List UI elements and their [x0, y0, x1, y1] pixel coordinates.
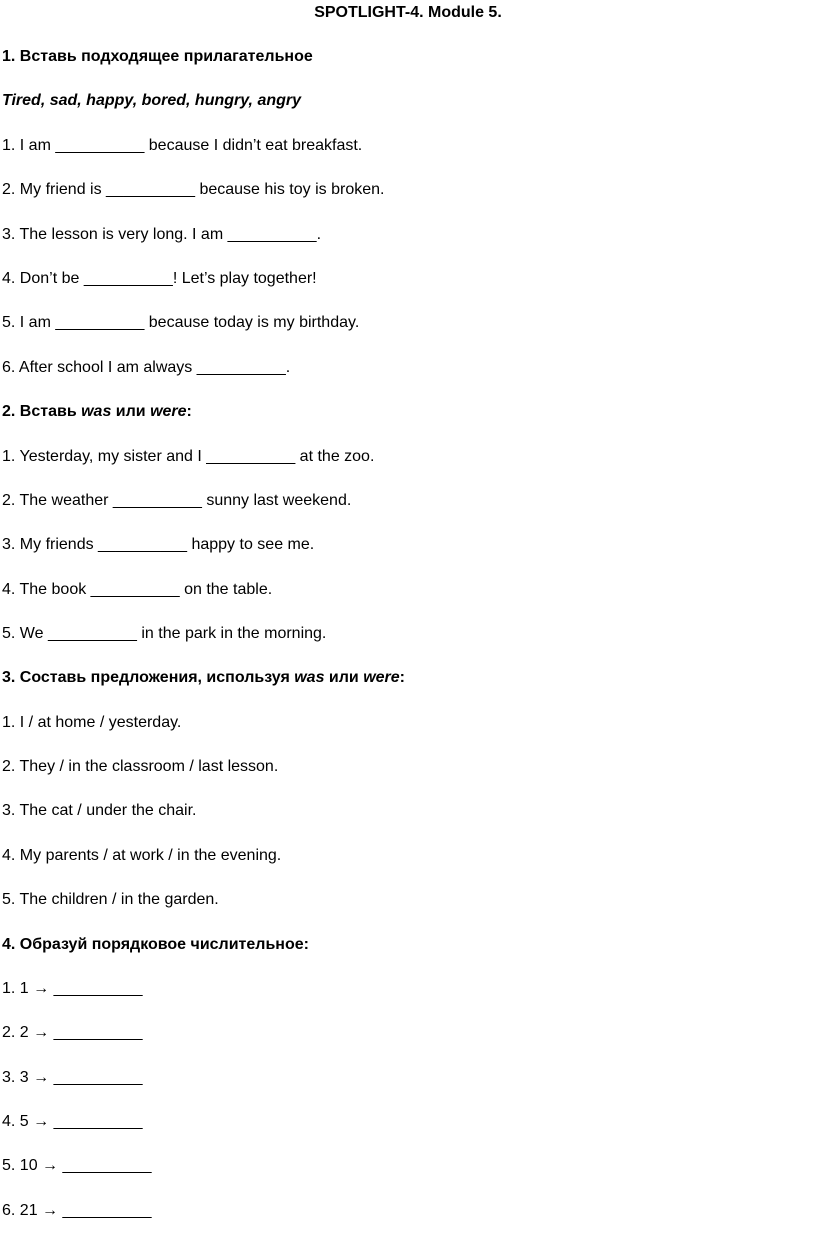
section4-heading: 4. Образуй порядковое числительное:	[2, 936, 309, 953]
section1-item-2: 2. My friend is __________ because his toy is broken.	[2, 181, 385, 198]
section1-item-4: 4. Don’t be __________! Let’s play together!	[2, 270, 317, 287]
section2-item-3: 3. My friends __________ happy to see me.	[2, 536, 315, 553]
section3-heading-pre: 3. Составь предложения, используя	[2, 669, 295, 686]
section1-item-1: 1. I am __________ because I didn’t eat breakfast.	[2, 137, 363, 154]
section4-item-4: 4. 5 → __________	[2, 1113, 143, 1130]
section1-item-3: 3. The lesson is very long. I am __________.	[2, 226, 322, 243]
page-title: SPOTLIGHT-4. Module 5.	[314, 4, 502, 21]
section4-item-5: 5. 10 → __________	[2, 1157, 152, 1174]
section3-heading-was: was	[294, 669, 325, 686]
section3-item-1: 1. I / at home / yesterday.	[2, 714, 182, 731]
section3-heading-were: were	[363, 669, 400, 686]
section2-heading-post: :	[186, 403, 192, 420]
section2-item-5: 5. We __________ in the park in the morning.	[2, 625, 327, 642]
section3-heading	[2, 668, 405, 688]
section4-item-1: 1. 1 → __________	[2, 980, 143, 997]
section3-item-3: 3. The cat / under the chair.	[2, 802, 197, 819]
section1-word-bank: Tired, sad, happy, bored, hungry, angry	[2, 92, 302, 109]
section3-heading-mid: или	[324, 669, 364, 686]
section2-heading	[2, 402, 192, 422]
section2-heading-was: was	[81, 403, 112, 420]
section2-heading-were: were	[150, 403, 187, 420]
section1-item-5: 5. I am __________ because today is my birthday.	[2, 314, 360, 331]
section3-item-5: 5. The children / in the garden.	[2, 891, 219, 908]
section4-item-6: 6. 21 → __________	[2, 1202, 152, 1219]
section3-heading-post: :	[399, 669, 405, 686]
section2-heading-pre: 2. Вставь	[2, 403, 82, 420]
section3-item-2: 2. They / in the classroom / last lesson.	[2, 758, 279, 775]
section4-item-3: 3. 3 → __________	[2, 1069, 143, 1086]
section2-item-2: 2. The weather __________ sunny last weekend.	[2, 492, 352, 509]
section4-item-2: 2. 2 → __________	[2, 1024, 143, 1041]
section1-heading: 1. Вставь подходящее прилагательное	[2, 48, 313, 65]
section3-item-4: 4. My parents / at work / in the evening.	[2, 847, 282, 864]
section2-item-4: 4. The book __________ on the table.	[2, 581, 273, 598]
section1-item-6: 6. After school I am always __________.	[2, 359, 291, 376]
section2-item-1: 1. Yesterday, my sister and I __________ at the zoo.	[2, 448, 375, 465]
section2-heading-mid: или	[111, 403, 151, 420]
